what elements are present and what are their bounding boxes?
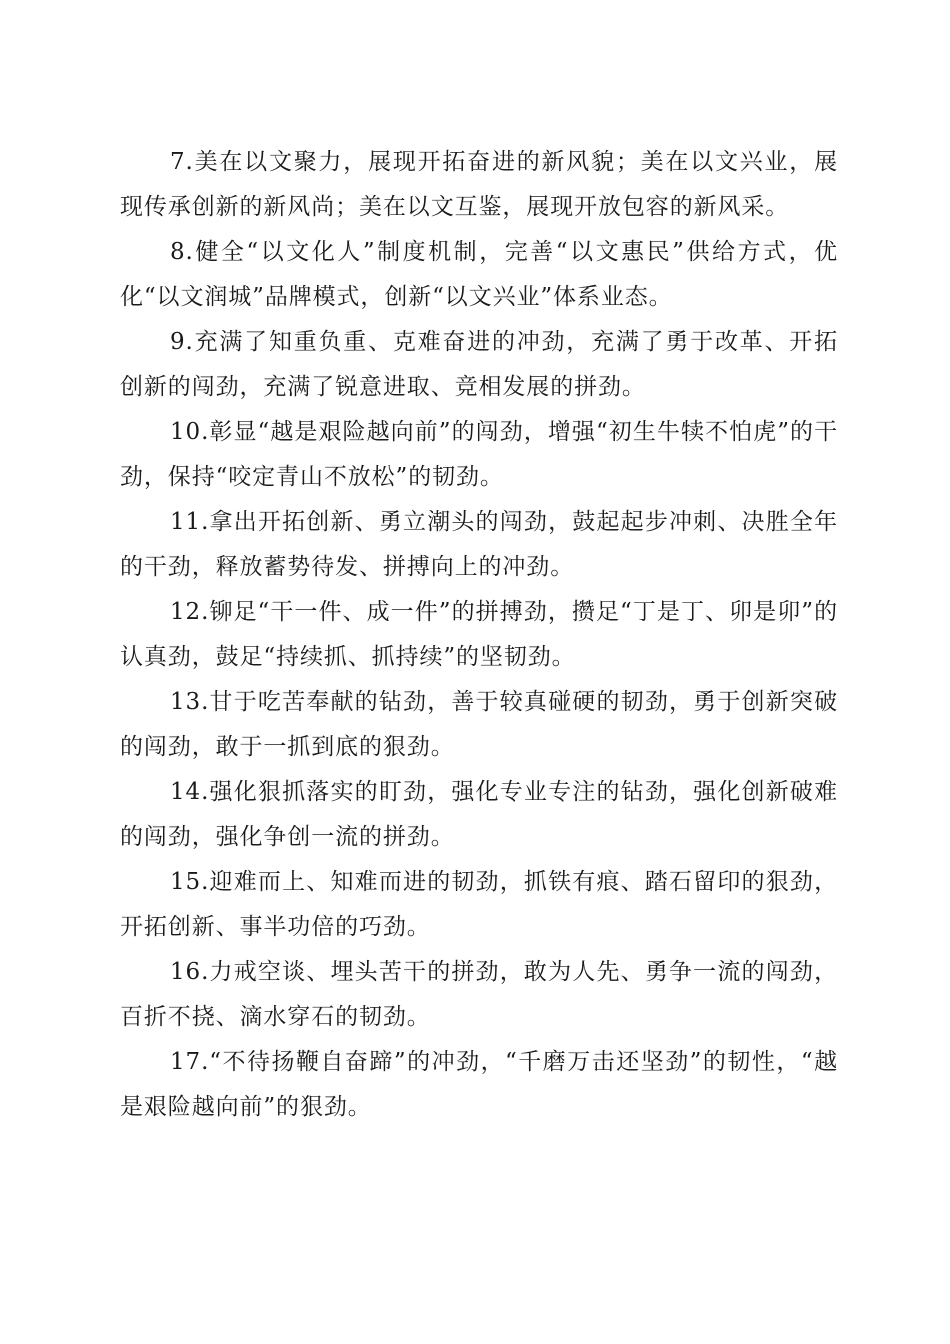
paragraph-15: 15.迎难而上、知难而进的韧劲，抓铁有痕、踏石留印的狠劲，开拓创新、事半功倍的巧劲。 — [120, 869, 838, 940]
paragraph-7: 7.美在以文聚力，展现开拓奋进的新风貌；美在以文兴业，展现传承创新的新风尚；美在以文互鉴，展现开放包容的新风采。 — [120, 149, 838, 220]
paragraph-11: 11.拿出开拓创新、勇立潮头的闯劲，鼓起起步冲刺、决胜全年的干劲，释放蓄势待发、拼搏向上的冲劲。 — [120, 509, 838, 580]
paragraph-14: 14.强化狠抓落实的盯劲，强化专业专注的钻劲，强化创新破难的闯劲，强化争创一流的拼劲。 — [120, 779, 838, 850]
document-page — [120, 140, 838, 1130]
paragraph-9: 9.充满了知重负重、克难奋进的冲劲，充满了勇于改革、开拓创新的闯劲，充满了锐意进取、竞相发展的拼劲。 — [120, 329, 838, 400]
paragraph-13: 13.甘于吃苦奉献的钻劲，善于较真碰硬的韧劲，勇于创新突破的闯劲，敢于一抓到底的狠劲。 — [120, 689, 838, 760]
paragraph-17: 17.“不待扬鞭自奋蹄”的冲劲，“千磨万击还坚劲”的韧性，“越是艰险越向前”的狠劲。 — [120, 1049, 838, 1120]
paragraph-16: 16.力戒空谈、埋头苦干的拼劲，敢为人先、勇争一流的闯劲，百折不挠、滴水穿石的韧劲。 — [120, 959, 838, 1030]
paragraph-8: 8.健全“以文化人”制度机制，完善“以文惠民”供给方式，优化“以文润城”品牌模式，创新“以文兴业”体系业态。 — [120, 239, 838, 310]
paragraph-12: 12.铆足“干一件、成一件”的拼搏劲，攒足“丁是丁、卯是卯”的认真劲，鼓足“持续抓、抓持续”的坚韧劲。 — [120, 599, 838, 670]
paragraph-10: 10.彰显“越是艰险越向前”的闯劲，增强“初生牛犊不怕虎”的干劲，保持“咬定青山不放松”的韧劲。 — [120, 419, 838, 490]
